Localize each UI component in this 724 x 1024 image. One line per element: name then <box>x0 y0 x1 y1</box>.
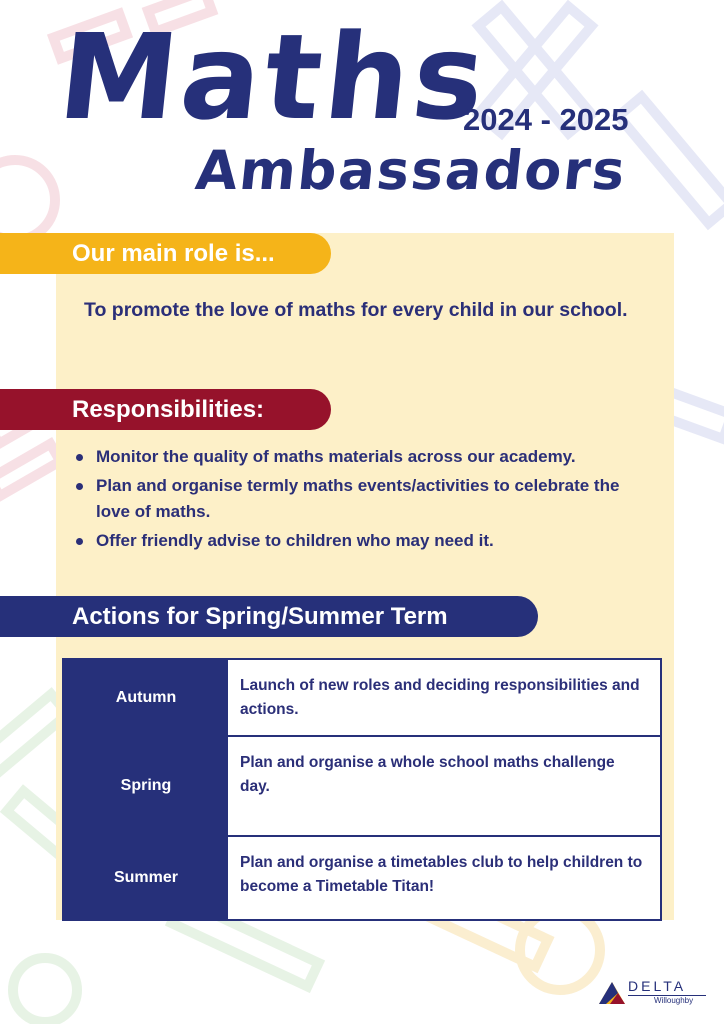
logo-sub: Willoughby <box>654 996 694 1005</box>
table-row <box>64 737 660 837</box>
responsibilities-heading-banner <box>0 389 331 430</box>
action-cell: Plan and organise a whole school maths challenge day. <box>240 754 615 795</box>
action-cell: Plan and organise a timetables club to help children to become a Timetable Titan! <box>240 854 643 895</box>
responsibilities-heading: Responsibilities: <box>72 395 265 423</box>
action-cell: Launch of new roles and deciding responsibilities and actions. <box>240 677 640 718</box>
list-item: Plan and organise termly maths events/activities to celebrate the love of maths. <box>74 473 634 525</box>
responsibilities-list <box>74 444 634 557</box>
term-cell: Autumn <box>64 660 228 735</box>
role-heading-banner <box>0 233 331 274</box>
role-text: To promote the love of maths for every child in our school. <box>84 299 628 321</box>
term-cell: Summer <box>64 837 228 919</box>
list-item: Monitor the quality of maths materials across our academy. <box>74 444 634 470</box>
logo-name: DELTA <box>628 978 687 994</box>
role-heading: Our main role is... <box>72 239 275 267</box>
delta-triangle-icon <box>598 980 626 1006</box>
actions-table <box>62 658 662 921</box>
title-ambassadors: Ambassadors <box>192 139 630 202</box>
actions-heading-banner <box>0 596 538 637</box>
list-item: Offer friendly advise to children who may need it. <box>74 528 634 554</box>
circle-shape-left <box>0 160 55 240</box>
title-maths: Maths <box>52 8 495 146</box>
table-row <box>64 660 660 737</box>
delta-logo <box>598 974 710 1014</box>
actions-heading: Actions for Spring/Summer Term <box>72 602 448 630</box>
table-row <box>64 837 660 919</box>
term-cell: Spring <box>64 737 228 835</box>
title-year: 2024 - 2025 <box>463 102 629 137</box>
